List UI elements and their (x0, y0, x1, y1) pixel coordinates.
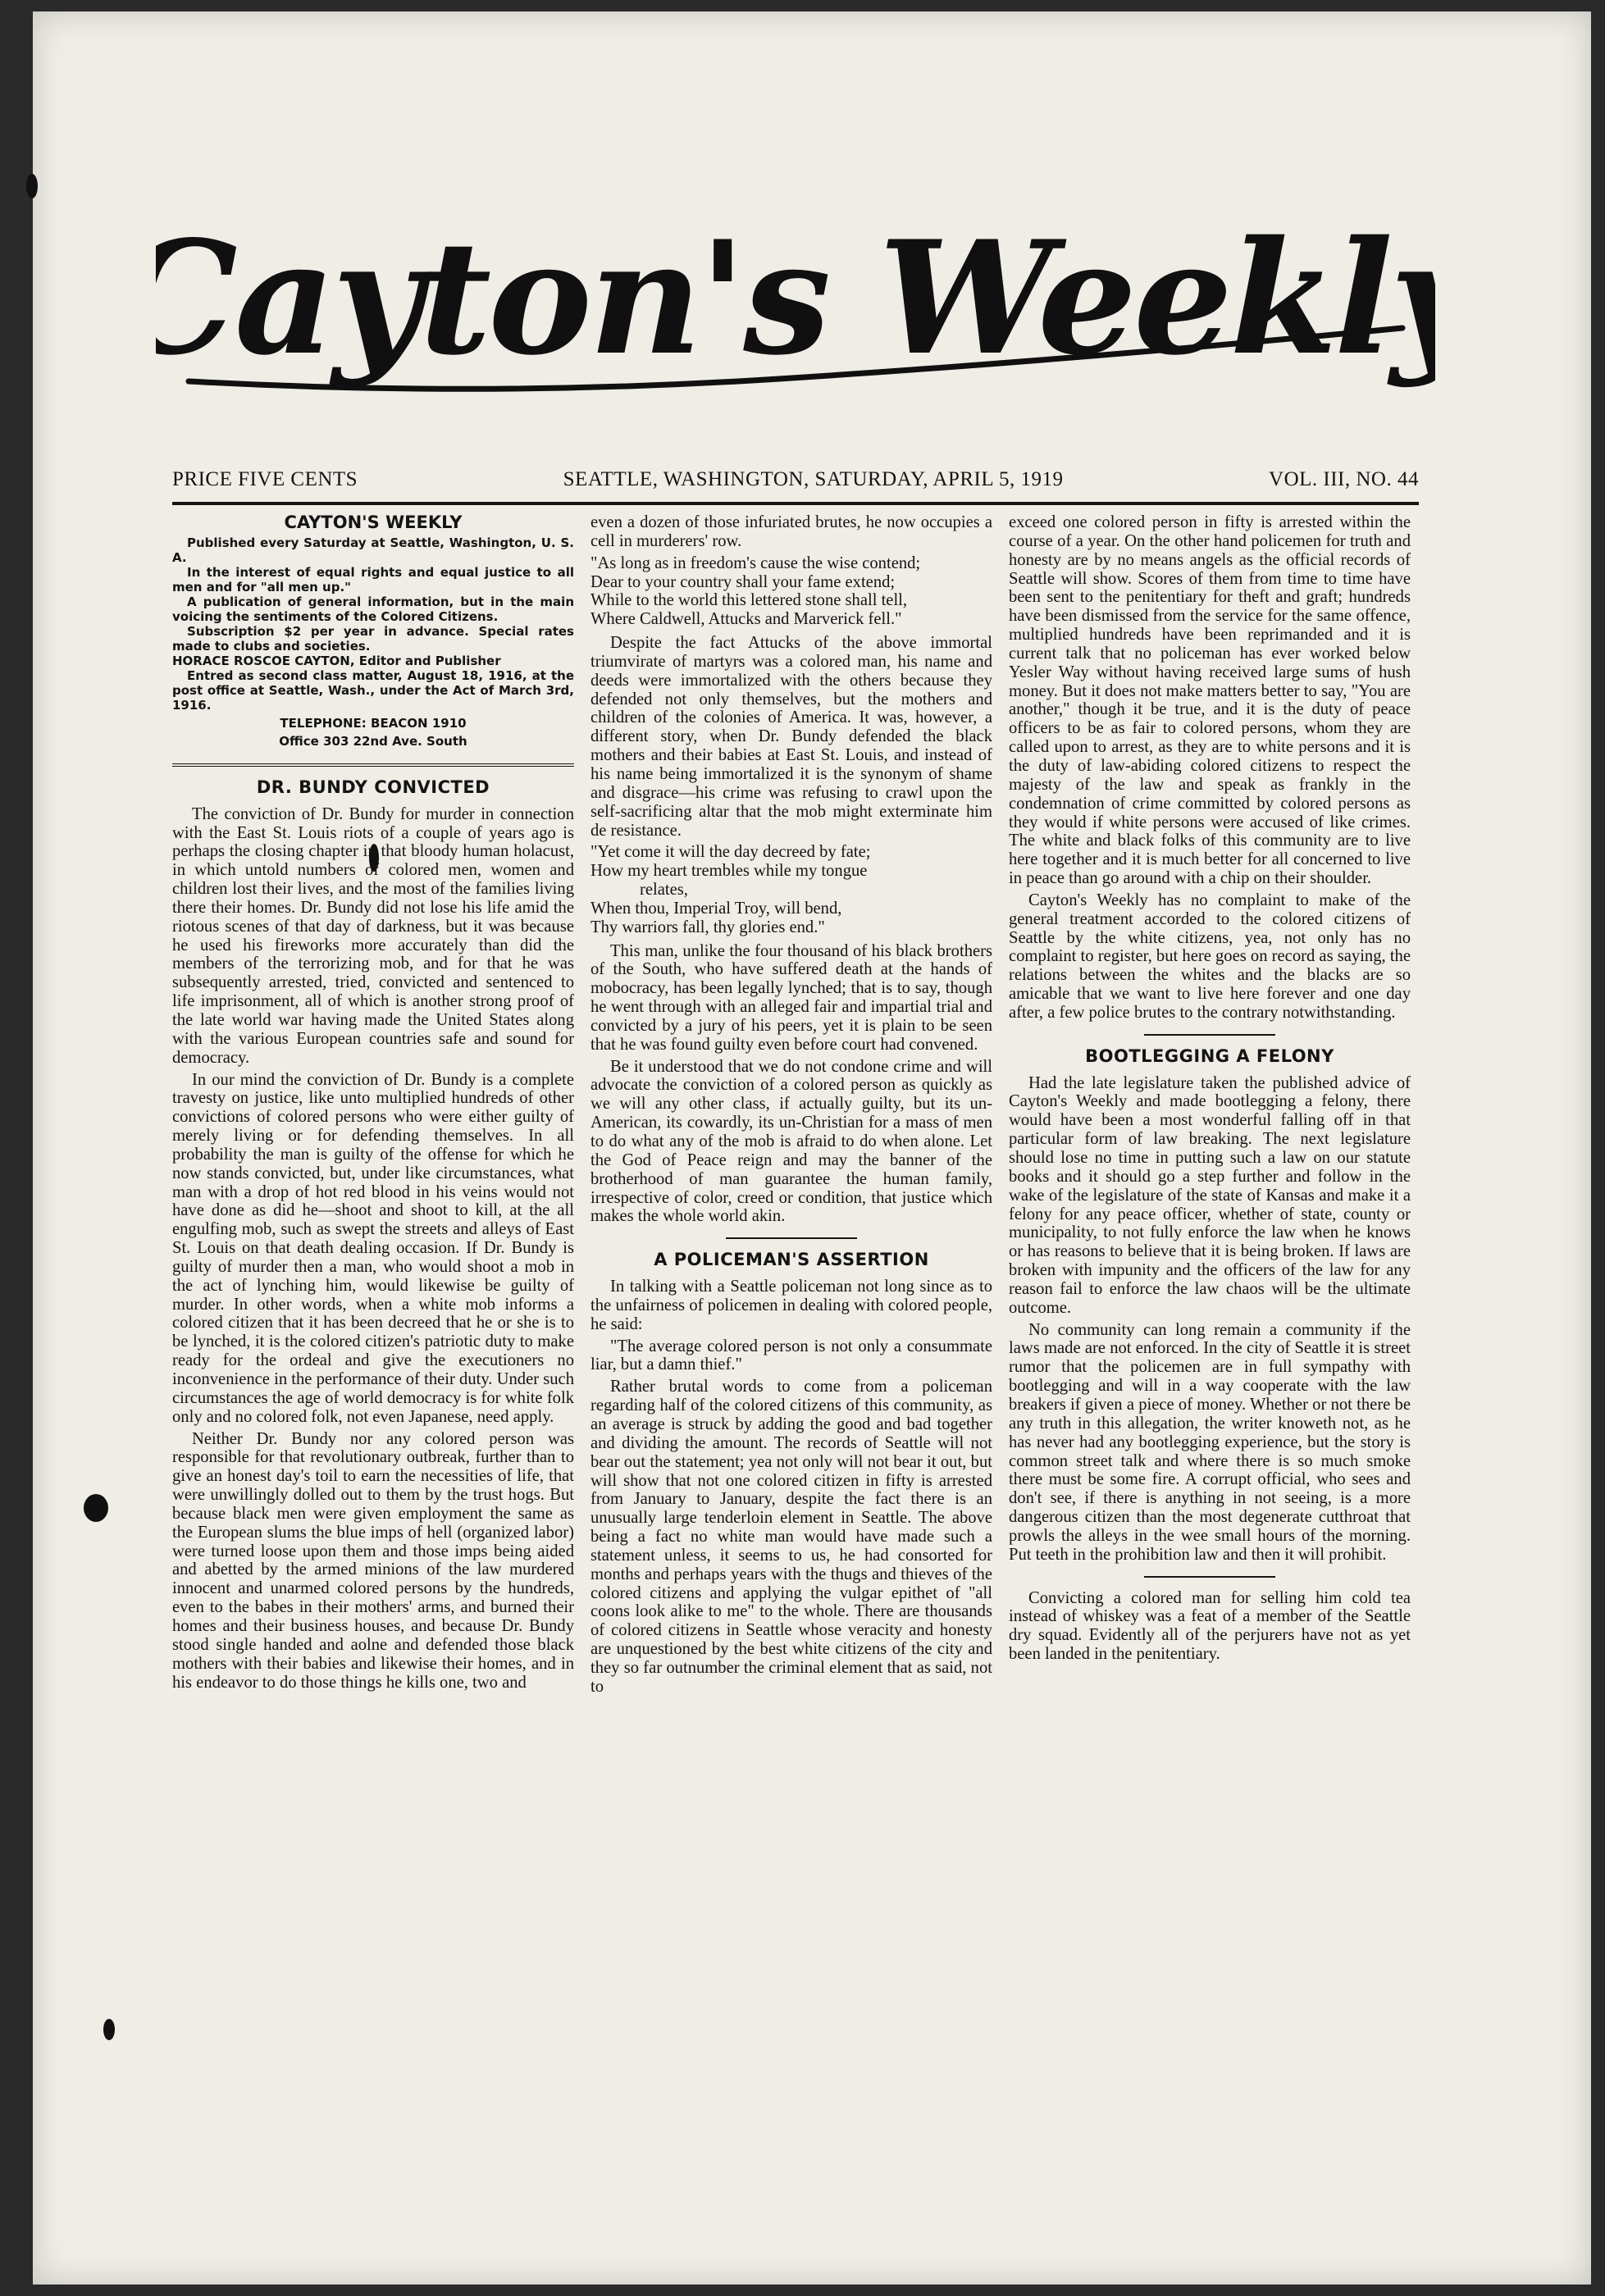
info-box-title: CAYTON'S WEEKLY (284, 513, 463, 532)
info-line: Published every Saturday at Seattle, Washington, U. S. A. (172, 535, 574, 565)
info-line: Entred as second class matter, August 18, 1916, at the post office at Seattle, Wash., under the Act of March 3rd, 1916. (172, 667, 574, 713)
dateline-rule (172, 502, 1419, 505)
headline-bootlegging: BOOTLEGGING A FELONY (1085, 1046, 1334, 1066)
volume-number: VOL. III, NO. 44 (1269, 468, 1419, 490)
paragraph: No community can long remain a community if the laws made are not enforced. In the city of Seattle it is street rumor that the policemen are in full sympathy with bootlegging and will in a way cooperate with the law breakers if given a piece of money. Whether or not there be any truth in this allegation, the writer knoweth not, as he has never had any bootlegging experience, but the story is common street talk and where there is so much smoke there must be some fire. A corrupt official, who sees and don't see, if there is anything in not seeing, is a more dangerous citizen than the most degenerate cutthroat that prowls the alleys in the wee small hours of the morning. Put teeth in the prohibition law and then it will prohibit. (1009, 1320, 1411, 1564)
telephone: TELEPHONE: BEACON 1910 (280, 715, 467, 731)
info-line: In the interest of equal rights and equal justice to all men and for "all men up." (172, 564, 574, 594)
price: PRICE FIVE CENTS (172, 468, 358, 490)
article-divider (1144, 1576, 1275, 1578)
paragraph: Despite the fact Attucks of the above immortal triumvirate of martyrs was a colored man, his name and deeds were immortalized with the others because they defended not only themselves, but the mothers and children of the colonies of America. It was, however, a different story, when Dr. Bundy defended the black mothers and their babies at East St. Louis, and instead of his name being immortalized it is the synonym of shame and disgrace—his crime was refusing to crawl upon the self-sacrificing altar that the mob might exterminate him de resistance. (590, 634, 992, 840)
column-3 (1009, 513, 1411, 2162)
dateline (172, 463, 1419, 496)
verse-line: Where Caldwell, Attucks and Marverick fell." (590, 610, 902, 629)
info-line: Subscription $2 per year in advance. Special rates made to clubs and societies. (172, 623, 574, 654)
masthead-logo (156, 205, 1435, 410)
verse-line: Dear to your country shall your fame extend; (590, 572, 896, 591)
headline-bundy: DR. BUNDY CONVICTED (256, 777, 490, 797)
verse-line: How my heart trembles while my tongue (590, 862, 868, 881)
info-line: A publication of general information, but in the main voicing the sentiments of the Colored Citizens. (172, 594, 574, 624)
binding-hole (26, 174, 38, 198)
place-date: SEATTLE, WASHINGTON, SATURDAY, APRIL 5, 1919 (563, 468, 1064, 490)
info-line: HORACE ROSCOE CAYTON, Editor and Publisher (172, 653, 501, 668)
masthead-title: Cayton's Weekly (156, 207, 1435, 390)
paragraph: This man, unlike the four thousand of his black brothers of the South, who have suffered death at the hands of mobocracy, has been legally lynched; that is to say, though he went through with an alleged fair and impartial trial and convicted by a jury of his peers, yet it is plain to be seen that he was found guilty even before court had convened. (590, 941, 992, 1054)
publication-info-box (172, 535, 574, 749)
verse-line: Thy warriors fall, thy glories end." (590, 918, 825, 936)
verse-line: relates, (640, 881, 688, 900)
verse-line: While to the world this lettered stone shall tell, (590, 591, 908, 610)
column-1 (172, 513, 574, 2162)
paragraph: "The average colored person is not only a consummate liar, but a damn thief." (590, 1337, 992, 1374)
paragraph: The conviction of Dr. Bundy for murder in connection with the East St. Louis riots of a couple of years ago is perhaps the closing chapter in that bloody human holacust, in which untold numbers of colored men, women and children lost their lives, and the most of the families living there their homes. Dr. Bundy did not lose his life amid the riotous scenes of that day of darkness, but it was because he used his fireworks more accurately than did the members of the terrorizing mob, and for that he was subsequently arrested, tried, convicted and sentenced to life imprisonment, all of which is another strong proof of the late world war having made the United States along with the various European countries safe and sound for democracy. (172, 804, 574, 1067)
binding-hole (103, 2019, 115, 2040)
paragraph: Neither Dr. Bundy nor any colored person was responsible for that revolutionary outbreak, further than to give an honest day's toil to earn the necessities of life, that were unwillingly dolled out to them by the trust hogs. But because black men were given employment the same as the European slums the blue imps of hell (organized labor) were turned loose upon them and those imps being aided and abetted by the armed minions of the law murdered innocent and unarmed colored persons by the hundreds, even to the babes in their mothers' arms, and burned their homes and their business houses, and because Dr. Bundy stood single handed and aolne and defended those black mothers with their babies and likewise their homes, and in his endeavor to do those things he kills one, two and (172, 1429, 574, 1692)
column-2 (590, 513, 992, 2162)
verse-line: "As long as in freedom's cause the wise contend; (590, 554, 921, 572)
verse (590, 843, 992, 936)
paragraph: Cayton's Weekly has no complaint to make of the general treatment accorded to the colored citizens of Seattle by the white citizens, yea, not only has no complaint to register, but here goes on record as saying, the relations between the whites and the blacks are so amicable that we want to live here forever and one day after, a few police brutes to the contrary notwithstanding. (1009, 891, 1411, 1022)
article-divider (726, 1237, 857, 1239)
masthead (156, 205, 1435, 410)
paragraph: Be it understood that we do not condone crime and will advocate the conviction of a colored person as quickly as we will any other class, if actually guilty, but its un-American, its cowardly, its un-Christian for a mass of men to do what any of the mob is afraid to do when alone. Let the God of Peace reign and may the banner of the brotherhood of man guarantee the human family, irrespective of color, creed or condition, that justice which makes the whole world akin. (590, 1057, 992, 1226)
binding-hole (84, 1494, 108, 1522)
paragraph: even a dozen of those infuriated brutes, he now occupies a cell in murderers' row. (590, 513, 992, 550)
verse-line: "Yet come it will the day decreed by fate; (590, 843, 871, 862)
paragraph: Had the late legislature taken the published advice of Cayton's Weekly and made bootlegging a felony, there would have been a most wonderful falling off in that particular form of law breaking. The next legislature should lose no time in putting such a law on our statute books and it should go a step further and follow in the wake of the legislature of the state of Kansas and make it a felony for any peace officer, whether of state, county or municipality, to not fully enforce the law when he knows or has reasons to believe that it is being broken. If laws are broken with impunity and the officers of the law for any reason fail to enforce the law chaos will be the ultimate outcome. (1009, 1073, 1411, 1317)
headline-policeman: A POLICEMAN'S ASSERTION (654, 1250, 929, 1270)
office-address: Office 303 22nd Ave. South (279, 733, 467, 749)
verse (590, 554, 992, 629)
paragraph: exceed one colored person in fifty is arrested within the course of a year. On the other hand policemen for truth and honesty are by no means angels as the official records of Seattle will show. Scores of them from time to time have been sent to the penitentiary for theft and graft; hundreds have been dismissed from the service for the same offence, multiplied hundreds have been reprimanded and it is current talk that no policeman has ever worked below Yesler Way without having received large sums of hush money. But it does not make matters better to say, "You are another," though it be true, and it is the duty of peace officers to be as fair to colored persons, whom they are called upon to arrest, as they are to white persons and it is the duty of law-abiding colored citizens to respect the majesty of the law and speak as frankly in the condemnation of crime committed by colored persons as they would if white persons were accused of like crimes. The white and black folks of this community are to live here together and it is much better for all concerned to live in peace than go around with a chip on their shoulder. (1009, 513, 1411, 888)
section-rule (172, 763, 574, 767)
paragraph: In talking with a Seattle policeman not long since as to the unfairness of policemen in dealing with colored people, he said: (590, 1278, 992, 1333)
verse-line: When thou, Imperial Troy, will bend, (590, 899, 842, 918)
paragraph: Rather brutal words to come from a policeman regarding half of the colored citizens of this community, as an average is struck by adding the good and bad together and dividing the amount. The records of Seattle will not bear out the statement; yea not only will not bear it out, but will show that not one colored citizen in fifty is arrested from January to January, despite the fact there is an unusually large tenderloin element in Seattle. The above being a fact no white man would have made such a statement unless, it seems to us, he had consorted for months and perhaps years with the thugs and thieves of the colored citizens and applying the vulgar epithet of "all coons look alike to me" to the whole. There are thousands of colored citizens in Seattle whose veracity and honesty are unquestioned by the best white citizens of the city and they so far outnumber the criminal element that as said, not to (590, 1378, 992, 1696)
article-divider (1144, 1034, 1275, 1036)
paragraph: In our mind the conviction of Dr. Bundy is a complete travesty on justice, like unto multiplied hundreds of other convictions of colored persons who were either guilty of merely living or for defending themselves. In all probability the man is guilty of the offense for which he now stands convicted, but, under like circumstances, what man with a drop of hot red blood in his veins would not have done as did he—shoot and shoot to kill, at the all engulfing mob, such as swept the streets and alleys of East St. Louis on that death dealing occasion. If Dr. Bundy is guilty of murder then a man, who would shoot a mob in the act of lynching him, would likewise be guilty of murder. In other words, when a white mob informs a colored citizen that it has been decreed that he or she is to be lynched, it is the colored citizen's patriotic duty to make ready for the ordeal and give the executioners no inconvenience in the performance of their duty. Under such circumstances the age of world democracy is for white folk only and no colored folk, not even Japanese, need apply. (172, 1070, 574, 1426)
paragraph: Convicting a colored man for selling him cold tea instead of whiskey was a feat of a member of the Seattle dry squad. Evidently all of the perjurers have not as yet been landed in the penitentiary. (1009, 1588, 1411, 1664)
